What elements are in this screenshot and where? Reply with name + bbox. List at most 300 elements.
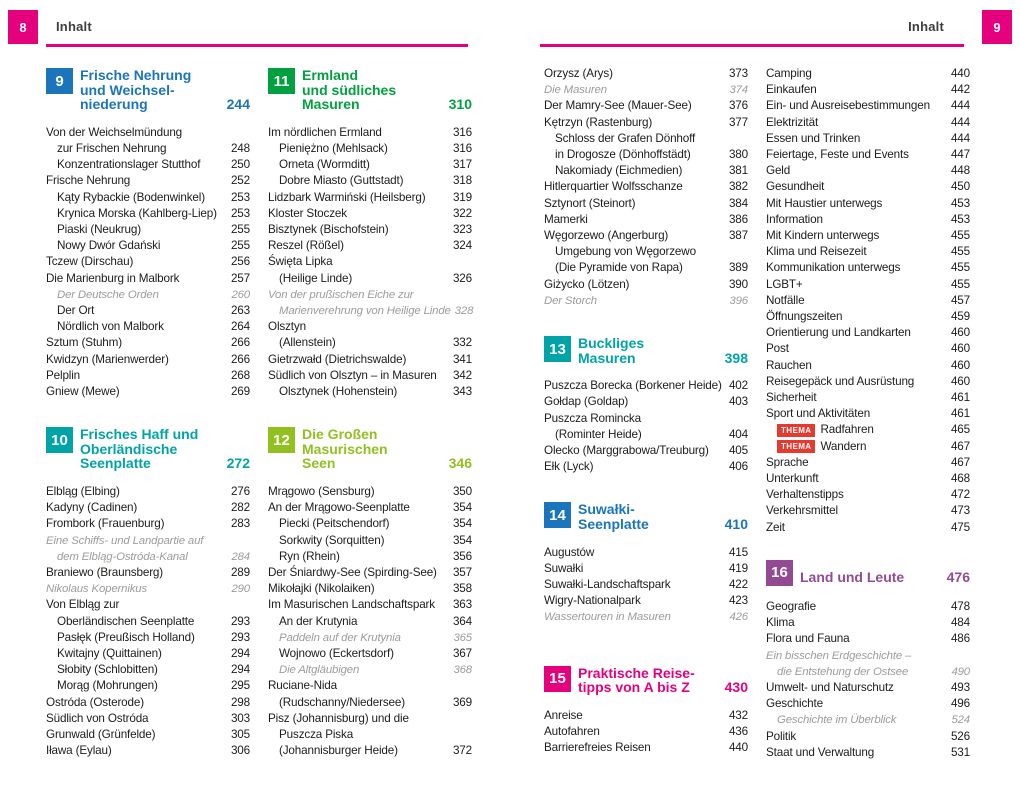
entry-page-number: 389 xyxy=(728,261,748,275)
entry-label: Krynica Morska (Kahlberg-Liep) xyxy=(57,206,217,220)
chapter-title-line xyxy=(302,442,472,457)
toc-entry xyxy=(544,609,748,625)
entry-page-number: 374 xyxy=(729,84,748,97)
toc-entry xyxy=(46,646,250,662)
entry-label: Der Deutsche Orden xyxy=(57,288,159,301)
toc-entry xyxy=(46,678,250,694)
entry-label: Sorkwity (Sorquitten) xyxy=(279,533,385,547)
entry-label: dem Elbląg-Ostróda-Kanal xyxy=(57,550,188,563)
toc-entry xyxy=(766,374,970,390)
toc-entry xyxy=(766,406,970,422)
entry-page-number: 422 xyxy=(728,578,748,592)
entry-label: Öffnungszeiten xyxy=(766,310,843,324)
entry-label: Pelplin xyxy=(46,368,81,382)
entry-label: Elbląg (Elbing) xyxy=(46,485,120,499)
toc-entry xyxy=(268,614,472,630)
entry-label: Konzentrationslager Stutthof xyxy=(57,158,201,172)
toc-entry xyxy=(46,157,250,173)
entry-label: Giżycko (Lötzen) xyxy=(544,277,630,291)
chapter-title xyxy=(302,68,472,112)
entry-page-number: 255 xyxy=(230,223,250,236)
toc-entry xyxy=(544,577,748,593)
chapter-title-text: Oberländische xyxy=(80,440,178,457)
toc-entry xyxy=(544,196,748,212)
toc-entry xyxy=(268,533,472,549)
entry-page-number: 377 xyxy=(728,115,748,129)
entry-label: Mikołajki (Nikolaiken) xyxy=(268,582,375,596)
toc-entry xyxy=(766,503,970,519)
entry-page-number: 322 xyxy=(452,206,472,220)
toc-entry xyxy=(544,228,748,244)
entry-label: Die Altgläubigen xyxy=(279,664,360,677)
entry-label: Pieniężno (Mehlsack) xyxy=(279,141,388,155)
entry-page-number: 354 xyxy=(452,533,472,547)
chapter-title-text: Buckliges xyxy=(578,335,645,352)
entry-label: Frombork (Frauenburg) xyxy=(46,517,165,531)
entry-page-number: 419 xyxy=(728,561,748,575)
toc-entry xyxy=(268,727,472,743)
entry-label: Geografie xyxy=(766,599,816,613)
entry-label: An der Krutynia xyxy=(279,614,358,628)
toc-entry xyxy=(544,131,748,147)
entry-page-number: 354 xyxy=(452,501,472,515)
chapter-title-text: Land und Leute xyxy=(800,568,905,585)
entry-label: Olecko (Marggrabowa/Treuburg) xyxy=(544,444,709,458)
entry-page-number: 294 xyxy=(230,663,250,677)
entry-page-number: 252 xyxy=(230,174,250,188)
toc-entry xyxy=(268,271,472,287)
toc-entry xyxy=(46,533,250,549)
entry-label: Schloss der Grafen Dönhoff xyxy=(555,131,696,145)
entry-label: Wandern xyxy=(820,439,867,453)
chapter-number-badge: 14 xyxy=(544,502,571,528)
page-number-tab-left: 8 xyxy=(8,10,38,44)
entry-page-number: 332 xyxy=(452,336,472,350)
toc-entry xyxy=(268,678,472,694)
chapter-title-line xyxy=(800,570,970,585)
entry-page-number: 405 xyxy=(728,444,748,458)
entry-page-number: 363 xyxy=(452,598,472,612)
entry-page-number: 376 xyxy=(728,99,748,113)
entry-page-number: 468 xyxy=(950,472,970,486)
entry-label: Elektrizität xyxy=(766,115,819,129)
chapter-title-line xyxy=(302,83,472,98)
chapter-title xyxy=(80,68,250,112)
entry-label: Unterkunft xyxy=(766,472,819,486)
entry-page-number: 260 xyxy=(231,288,250,301)
toc-entry xyxy=(46,352,250,368)
chapter-page-number: 398 xyxy=(724,349,748,366)
entry-page-number: 316 xyxy=(452,125,472,139)
entry-page-number: 390 xyxy=(728,277,748,291)
entry-label: Der Ort xyxy=(57,304,95,318)
entry-label: Autofahren xyxy=(544,725,600,739)
entry-page-number: 326 xyxy=(452,271,472,285)
toc-entry xyxy=(46,743,250,759)
entry-label: Im Masurischen Landschaftspark xyxy=(268,598,435,612)
entry-label: Von der prußischen Eiche zur xyxy=(268,288,414,301)
entry-page-number: 426 xyxy=(729,611,748,624)
toc-entry xyxy=(766,163,970,179)
entry-page-number: 467 xyxy=(950,455,970,469)
chapter-heading xyxy=(46,427,250,471)
chapter-title-line xyxy=(80,97,250,112)
header-rule-right xyxy=(540,44,964,47)
entry-label: Essen und Trinken xyxy=(766,131,861,145)
entry-page-number: 386 xyxy=(728,212,748,226)
toc-entry xyxy=(268,287,472,303)
toc-entry xyxy=(544,740,748,756)
entry-label: in Drogosze (Dönhoffstädt) xyxy=(555,148,691,162)
thema-badge: THEMA xyxy=(777,440,815,453)
entry-page-number: 472 xyxy=(950,488,970,502)
entry-page-number: 486 xyxy=(950,632,970,646)
entry-label: Olsztyn xyxy=(268,320,306,334)
entry-label: Orientierung und Landkarten xyxy=(766,326,911,340)
toc-entry xyxy=(766,664,970,680)
entry-label: Mamerki xyxy=(544,212,588,226)
entry-label: Gołdap (Goldap) xyxy=(544,395,629,409)
entry-page-number: 328 xyxy=(454,305,474,318)
chapter-title-line xyxy=(80,427,250,442)
toc-entry xyxy=(46,141,250,157)
toc-entry xyxy=(544,212,748,228)
toc-entry xyxy=(268,565,472,581)
entry-label: Eine Schiffs- und Landpartie auf xyxy=(46,534,204,547)
entry-label: (Allenstein) xyxy=(279,336,336,350)
entry-label: Mit Haustier unterwegs xyxy=(766,196,883,210)
entry-page-number: 319 xyxy=(452,190,472,204)
toc-entry xyxy=(544,98,748,114)
entry-label: Südlich von Ostróda xyxy=(46,711,149,725)
toc-entry xyxy=(766,309,970,325)
toc-entry xyxy=(544,394,748,410)
entry-label: Pasłęk (Preußisch Holland) xyxy=(57,630,195,644)
chapter-title-line xyxy=(80,442,250,457)
toc-entry xyxy=(544,179,748,195)
entry-label: Zeit xyxy=(766,520,785,534)
entry-label: Puszcza Piska xyxy=(279,728,354,742)
toc-entry xyxy=(544,459,748,475)
entry-page-number: 367 xyxy=(452,647,472,661)
toc-entry xyxy=(766,341,970,357)
entry-page-number: 432 xyxy=(728,708,748,722)
toc-entry xyxy=(268,319,472,335)
toc-entry xyxy=(766,439,970,455)
entry-page-number: 290 xyxy=(231,583,250,596)
toc-entry xyxy=(766,131,970,147)
toc-entry xyxy=(766,712,970,728)
entry-label: Einkaufen xyxy=(766,83,817,97)
entry-label: Gietrzwałd (Dietrichswalde) xyxy=(268,352,407,366)
chapter-page-number: 272 xyxy=(226,455,250,472)
entry-label: Notfälle xyxy=(766,293,805,307)
toc-entry xyxy=(268,581,472,597)
entry-page-number: 404 xyxy=(728,427,748,441)
toc-entry xyxy=(766,487,970,503)
toc-entry xyxy=(46,254,250,270)
entry-page-number: 461 xyxy=(950,391,970,405)
entry-page-number: 341 xyxy=(452,352,472,366)
toc-entry xyxy=(766,358,970,374)
chapter-heading xyxy=(46,68,250,112)
entry-page-number: 316 xyxy=(452,141,472,155)
toc-entry xyxy=(268,384,472,400)
entry-page-number: 364 xyxy=(452,614,472,628)
entry-page-number: 293 xyxy=(230,614,250,628)
entry-label: Puszcza Borecka (Borkener Heide) xyxy=(544,379,722,393)
toc-entry xyxy=(544,411,748,427)
entry-page-number: 342 xyxy=(452,368,472,382)
chapter-title-text: Ermland xyxy=(302,67,359,83)
toc-entry xyxy=(766,98,970,114)
toc-entry xyxy=(544,708,748,724)
toc-entry xyxy=(46,549,250,565)
toc-entry xyxy=(46,222,250,238)
chapter-title-line xyxy=(302,427,472,442)
toc-entry xyxy=(268,222,472,238)
entry-label: Puszcza Romincka xyxy=(544,411,641,425)
toc-entry xyxy=(544,260,748,276)
chapter-title-text: Seen xyxy=(302,455,336,472)
entry-label: Piaski (Neukrug) xyxy=(57,223,141,236)
entry-page-number: 372 xyxy=(452,744,472,758)
toc-entry xyxy=(268,500,472,516)
entry-label: Iława (Eylau) xyxy=(46,744,112,758)
entry-label: Ryn (Rhein) xyxy=(279,549,340,563)
toc-entry xyxy=(46,484,250,500)
toc-entry xyxy=(766,471,970,487)
entry-label: Geld xyxy=(766,164,791,178)
toc-entry xyxy=(46,335,250,351)
chapter-heading xyxy=(544,502,748,531)
entry-page-number: 460 xyxy=(950,358,970,372)
toc-entry xyxy=(46,384,250,400)
entry-label: (Rominter Heide) xyxy=(555,427,642,441)
entry-label: Klima und Reisezeit xyxy=(766,245,867,259)
entry-label: Słobity (Schlobitten) xyxy=(57,663,158,677)
toc-entry xyxy=(268,238,472,254)
toc-entry xyxy=(766,615,970,631)
entry-label: Nördlich von Malbork xyxy=(57,320,164,334)
chapter-title xyxy=(578,666,748,695)
toc-entry xyxy=(46,727,250,743)
entry-page-number: 365 xyxy=(453,631,472,644)
entry-page-number: 450 xyxy=(950,180,970,194)
entry-page-number: 402 xyxy=(728,379,748,393)
entry-page-number: 318 xyxy=(452,174,472,188)
entry-page-number: 358 xyxy=(452,582,472,596)
toc-entry xyxy=(544,593,748,609)
toc-entry xyxy=(268,190,472,206)
toc-entry xyxy=(268,335,472,351)
entry-label: Sicherheit xyxy=(766,391,817,405)
entry-label: Gniew (Mewe) xyxy=(46,385,120,399)
entry-page-number: 284 xyxy=(231,550,250,563)
toc-entry xyxy=(544,147,748,163)
entry-label: Der Mamry-See (Mauer-See) xyxy=(544,99,692,113)
entry-page-number: 475 xyxy=(950,520,970,534)
chapter-number-badge: 12 xyxy=(268,427,295,453)
entry-page-number: 317 xyxy=(452,158,472,172)
toc-entry xyxy=(46,500,250,516)
chapter-heading xyxy=(544,666,748,695)
entry-page-number: 460 xyxy=(950,342,970,356)
toc-entry xyxy=(766,631,970,647)
chapter-title-line xyxy=(80,68,250,83)
entry-page-number: 524 xyxy=(951,714,970,727)
chapter-title xyxy=(80,427,250,471)
toc-entry xyxy=(766,277,970,293)
entry-label: Barrierefreies Reisen xyxy=(544,741,651,755)
entry-label: Mit Kindern unterwegs xyxy=(766,229,880,243)
entry-label: Suwałki xyxy=(544,561,584,575)
entry-label: Verhaltenstipps xyxy=(766,488,844,502)
entry-label: Kwitajny (Quittainen) xyxy=(57,647,162,661)
entry-label: Klima xyxy=(766,616,795,630)
entry-label: Ełk (Lyck) xyxy=(544,460,594,474)
entry-label: Oberländischen Seenplatte xyxy=(57,614,195,628)
chapter-title xyxy=(578,336,748,365)
chapter-title-text: Masuren xyxy=(578,349,636,366)
toc-entry xyxy=(268,597,472,613)
chapter-title-text: Suwałki- xyxy=(578,501,635,518)
chapter-title-text: Masurischen xyxy=(302,440,388,457)
entry-page-number: 440 xyxy=(728,741,748,755)
entry-label: die Entstehung der Ostsee xyxy=(777,665,909,678)
toc-entry xyxy=(268,646,472,662)
entry-page-number: 373 xyxy=(728,67,748,80)
toc-entry xyxy=(544,277,748,293)
toc-entry xyxy=(544,724,748,740)
entry-page-number: 257 xyxy=(230,271,250,285)
entry-page-number: 263 xyxy=(230,304,250,318)
chapter-title-line xyxy=(578,351,748,366)
entry-page-number: 423 xyxy=(728,594,748,608)
toc-entry xyxy=(46,173,250,189)
toc-entry xyxy=(766,599,970,615)
entry-label: Flora und Fauna xyxy=(766,632,850,646)
entry-page-number: 294 xyxy=(230,647,250,661)
entry-page-number: 496 xyxy=(950,697,970,711)
header-title-left: Inhalt xyxy=(56,19,92,34)
toc-entry xyxy=(268,206,472,222)
entry-page-number: 384 xyxy=(728,196,748,210)
entry-label: Morąg (Mohrungen) xyxy=(57,679,158,693)
entry-label: Tczew (Dirschau) xyxy=(46,255,134,269)
entry-label: Sztum (Stuhm) xyxy=(46,336,122,350)
entry-label: Nakomiady (Eichmedien) xyxy=(555,164,683,178)
entry-page-number: 268 xyxy=(230,368,250,382)
toc-entry xyxy=(766,520,970,536)
toc-column xyxy=(544,66,748,756)
entry-page-number: 368 xyxy=(453,664,472,677)
entry-page-number: 253 xyxy=(230,190,250,204)
header-title-right: Inhalt xyxy=(908,19,944,34)
entry-label: Geschichte im Überblick xyxy=(777,714,897,727)
entry-page-number: 323 xyxy=(452,223,472,236)
toc-column xyxy=(46,66,250,759)
entry-label: Hitlerquartier Wolfsschanze xyxy=(544,180,683,194)
entry-page-number: 465 xyxy=(950,423,970,437)
toc-entry xyxy=(268,662,472,678)
toc-entry xyxy=(46,711,250,727)
thema-badge: THEMA xyxy=(777,424,815,437)
chapter-title-line xyxy=(578,666,748,681)
toc-entry xyxy=(544,82,748,98)
entry-page-number: 357 xyxy=(452,566,472,580)
toc-entry xyxy=(544,66,748,82)
entry-label: Feiertage, Feste und Events xyxy=(766,148,909,162)
entry-page-number: 256 xyxy=(230,255,250,269)
entry-page-number: 457 xyxy=(950,293,970,307)
chapter-title-text: niederung xyxy=(80,96,148,113)
chapter-title-text: Frische Nehrung xyxy=(80,67,192,83)
entry-page-number: 460 xyxy=(950,326,970,340)
entry-page-number: 253 xyxy=(230,206,250,220)
toc-column xyxy=(766,66,970,761)
entry-label: Reisegepäck und Ausrüstung xyxy=(766,374,915,388)
chapter-title-text: tipps von A bis Z xyxy=(578,679,690,696)
toc-entry xyxy=(766,179,970,195)
entry-page-number: 264 xyxy=(230,320,250,334)
toc-entry xyxy=(46,125,250,141)
entry-label: Reszel (Rößel) xyxy=(268,239,344,253)
toc-entry xyxy=(46,565,250,581)
toc-entry xyxy=(46,238,250,254)
chapter-heading xyxy=(544,336,748,365)
entry-page-number: 440 xyxy=(950,67,970,80)
entry-label: Ein bisschen Erdgeschichte – xyxy=(766,649,912,662)
entry-label: Post xyxy=(766,342,789,356)
chapter-page-number: 346 xyxy=(448,455,472,472)
toc-entry xyxy=(766,422,970,438)
toc-entry xyxy=(766,115,970,131)
page-number-tab-right: 9 xyxy=(982,10,1012,44)
toc-column xyxy=(268,66,472,759)
entry-page-number: 354 xyxy=(452,517,472,531)
chapter-number-badge: 10 xyxy=(46,427,73,453)
toc-entry xyxy=(766,390,970,406)
entry-label: LGBT+ xyxy=(766,277,803,291)
entry-page-number: 436 xyxy=(728,725,748,739)
toc-entry xyxy=(766,680,970,696)
entry-page-number: 293 xyxy=(230,630,250,644)
entry-page-number: 382 xyxy=(728,180,748,194)
chapter-number-badge: 9 xyxy=(46,68,73,94)
entry-page-number: 276 xyxy=(230,485,250,499)
toc-entry xyxy=(544,427,748,443)
toc-entry xyxy=(268,516,472,532)
entry-label: Von der Weichselmündung xyxy=(46,125,183,139)
entry-label: Die Marienburg in Malbork xyxy=(46,271,180,285)
entry-label: Wassertouren in Masuren xyxy=(544,611,671,624)
chapter-page-number: 244 xyxy=(226,96,250,113)
toc-entry xyxy=(766,696,970,712)
toc-entry xyxy=(46,630,250,646)
entry-label: Olsztynek (Hohenstein) xyxy=(279,385,398,399)
toc-entry xyxy=(766,729,970,745)
entry-label: Umwelt- und Naturschutz xyxy=(766,680,894,694)
toc-entry xyxy=(46,303,250,319)
toc-columns xyxy=(46,66,970,761)
entry-label: Święta Lipka xyxy=(268,255,333,269)
entry-label: Von Elbląg zur xyxy=(46,598,120,612)
entry-label: Sztynort (Steinort) xyxy=(544,196,636,210)
entry-page-number: 415 xyxy=(728,545,748,559)
toc-entry xyxy=(268,303,472,319)
entry-page-number: 295 xyxy=(230,679,250,693)
